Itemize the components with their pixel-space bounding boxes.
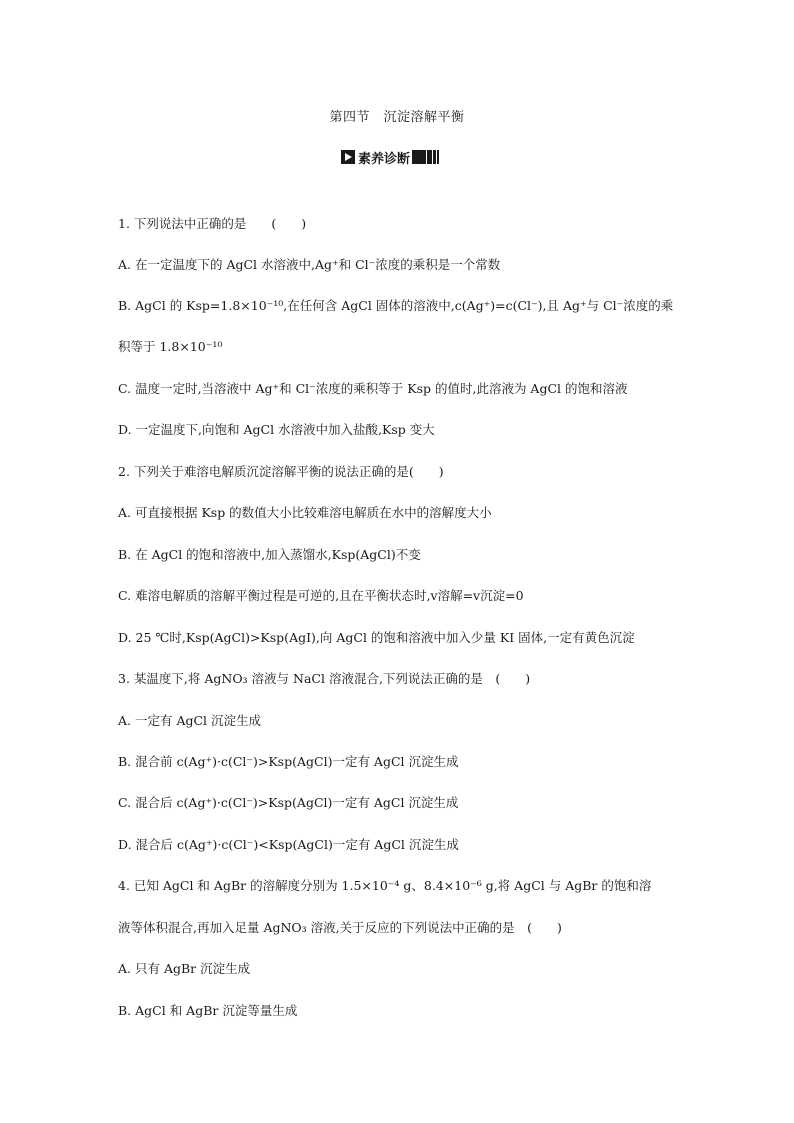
question-2-option-c: C. 难溶电解质的溶解平衡过程是可逆的,且在平衡状态时,v溶解=v沉淀=0 [118, 588, 524, 603]
question-3-option-a: A. 一定有 AgCl 沉淀生成 [118, 713, 262, 728]
question-3-option-b: B. 混合前 c(Ag⁺)·c(Cl⁻)>Ksp(AgCl)一定有 AgCl 沉淀生成 [118, 754, 459, 769]
section-badge [341, 149, 440, 165]
question-4-option-b: B. AgCl 和 AgBr 沉淀等量生成 [118, 1003, 298, 1018]
question-2-option-b: B. 在 AgCl 的饱和溶液中,加入蒸馏水,Ksp(AgCl)不变 [118, 547, 421, 562]
question-1-option-c: C. 温度一定时,当溶液中 Ag⁺和 Cl⁻浓度的乘积等于 Ksp 的值时,此溶液为 AgCl 的饱和溶液 [118, 381, 628, 396]
bars-decoration-icon [412, 150, 440, 164]
question-3-option-d: D. 混合后 c(Ag⁺)·c(Cl⁻)<Ksp(AgCl)一定有 AgCl 沉淀生成 [118, 837, 459, 852]
question-1-option-b: B. AgCl 的 Ksp=1.8×10⁻¹⁰,在任何含 AgCl 固体的溶液中,c(Ag⁺)=c(Cl⁻),且 Ag⁺与 Cl⁻浓度的乘 [118, 298, 674, 313]
question-3-option-c: C. 混合后 c(Ag⁺)·c(Cl⁻)>Ksp(AgCl)一定有 AgCl 沉淀生成 [118, 795, 459, 810]
question-4-stem: 4. 已知 AgCl 和 AgBr 的溶解度分别为 1.5×10⁻⁴ g、8.4×10⁻⁶ g,将 AgCl 与 AgBr 的饱和溶 [118, 878, 652, 893]
question-2-option-d: D. 25 ℃时,Ksp(AgCl)>Ksp(AgI),向 AgCl 的饱和溶液中加入少量 KI 固体,一定有黄色沉淀 [118, 630, 635, 645]
question-2-option-a: A. 可直接根据 Ksp 的数值大小比较难溶电解质在水中的溶解度大小 [118, 505, 492, 520]
question-1-stem: 1. 下列说法中正确的是 ( ) [118, 216, 307, 231]
question-2-stem: 2. 下列关于难溶电解质沉淀溶解平衡的说法正确的是( ) [118, 464, 444, 479]
play-icon [341, 150, 355, 164]
question-1-option-b-continued: 积等于 1.8×10⁻¹⁰ [118, 339, 223, 354]
question-4-option-a: A. 只有 AgBr 沉淀生成 [118, 961, 251, 976]
question-1-option-d: D. 一定温度下,向饱和 AgCl 水溶液中加入盐酸,Ksp 变大 [118, 422, 435, 437]
question-3-stem: 3. 某温度下,将 AgNO₃ 溶液与 NaCl 溶液混合,下列说法正确的是 ( ) [118, 671, 531, 686]
page-title: 第四节 沉淀溶解平衡 [329, 110, 465, 125]
badge-label: 素养诊断 [358, 151, 411, 167]
question-1-option-a: A. 在一定温度下的 AgCl 水溶液中,Ag⁺和 Cl⁻浓度的乘积是一个常数 [118, 257, 501, 272]
question-4-stem-continued: 液等体积混合,再加入足量 AgNO₃ 溶液,关于反应的下列说法中正确的是 ( ) [118, 920, 562, 935]
